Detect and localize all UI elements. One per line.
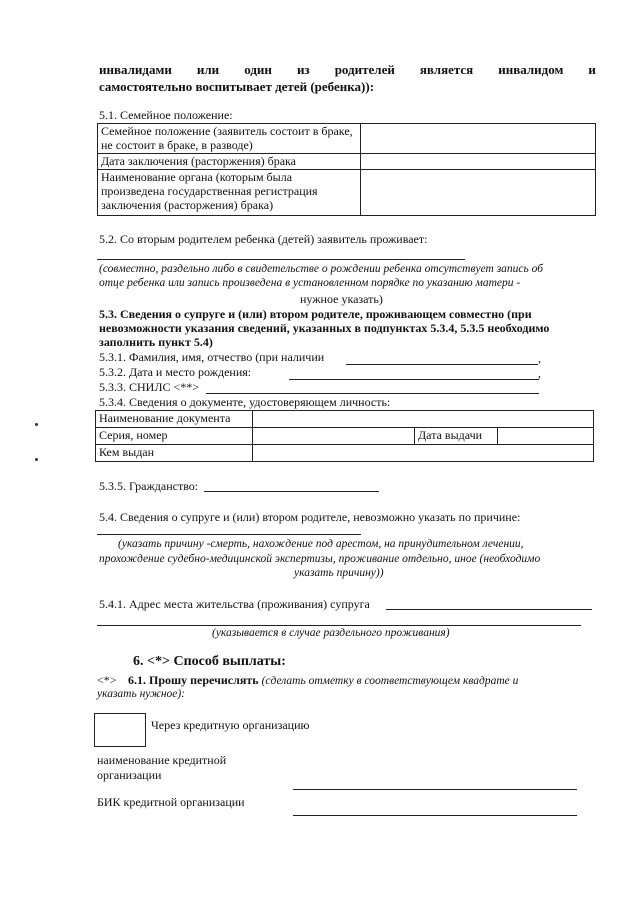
header-word: инвалидом [498, 62, 564, 77]
reason-note-2: прохождение судебно-медицинской экспертизы, проживание отдельно, иное (необходимо [99, 553, 541, 565]
residence-note-2: отце ребенка или запись произведена в установленном порядке по указанию матери - [99, 277, 521, 289]
reason-title: 5.4. Сведения о супруге и (или) втором родителе, невозможно указать по причине: [99, 510, 521, 524]
spouse-title-1: 5.3. Сведения о супруге и (или) втором родителе, проживающем совместно (при [99, 307, 532, 321]
residence-input-line[interactable] [97, 259, 465, 260]
registry-office-label: Наименование органа (которым была произведена государственная регистрация заключения (расторжения) брака) [98, 170, 361, 216]
spouse-title-3: заполнить пункт 5.4) [99, 335, 213, 349]
residence-note-1: (совместно, раздельно либо в свидетельстве о рождении ребенка отсутствует запись об [99, 263, 544, 275]
doc-name-label: Наименование документа [96, 411, 253, 428]
fio-label: 5.3.1. Фамилия, имя, отчество (при наличии [99, 350, 325, 364]
snils-input-line[interactable] [206, 393, 539, 394]
snils-label: 5.3.3. СНИЛС <**> [99, 380, 200, 394]
payment-request-bold: 6.1. Прошу перечислять [128, 673, 259, 687]
header-word: или [196, 62, 220, 77]
family-table [97, 123, 596, 216]
spouse-title-2: невозможности указания сведений, указанных в подпунктах 5.3.4, 5.3.5 необходимо [99, 321, 550, 335]
payment-request [128, 673, 518, 688]
org-name-label-1: наименование кредитной [97, 753, 227, 767]
bik-label: БИК кредитной организации [97, 795, 245, 809]
address-note: (указывается в случае раздельного проживания) [212, 627, 450, 639]
registry-office-value[interactable] [361, 170, 596, 216]
fio-input-line[interactable] [346, 364, 538, 365]
citizenship-input-line[interactable] [204, 491, 379, 492]
fio-comma: , [538, 351, 541, 365]
header-word: и [588, 62, 596, 77]
org-name-input-line[interactable] [293, 789, 577, 790]
address-label: 5.4.1. Адрес места жительства (проживания) супруга [99, 597, 370, 611]
payment-marker: <*> [97, 673, 117, 687]
reason-note-3: указать причину)) [294, 567, 384, 579]
header-word: из [296, 62, 310, 77]
identity-doc-title: 5.3.4. Сведения о документе, удостоверяющем личность: [99, 395, 391, 409]
payment-request-note-1: (сделать отметку в соответствующем квадрате и [261, 675, 519, 687]
doc-issue-date-label: Дата выдачи [415, 428, 498, 445]
header-word: родителей [334, 62, 395, 77]
residence-title: 5.2. Со вторым родителем ребенка (детей) заявитель проживает: [99, 232, 428, 246]
marriage-date-label: Дата заключения (расторжения) брака [98, 154, 361, 170]
family-title: 5.1. Семейное положение: [99, 108, 233, 122]
family-status-label: Семейное положение (заявитель состоит в браке, не состоит в браке, в разводе) [98, 124, 361, 154]
family-status-value[interactable] [361, 124, 596, 154]
header-line-2: самостоятельно воспитывает детей (ребенка)): [99, 79, 375, 94]
payment-title: 6. <*> Способ выплаты: [133, 654, 286, 669]
doc-issued-by-value[interactable] [253, 445, 594, 462]
header-word: является [419, 62, 474, 77]
address-input-line-1[interactable] [386, 609, 592, 610]
bik-input-line[interactable] [293, 815, 577, 816]
doc-issued-by-label: Кем выдан [96, 445, 253, 462]
reason-input-line[interactable] [97, 534, 361, 535]
payment-request-note-2: указать нужное): [97, 688, 186, 700]
credit-org-checkbox[interactable] [94, 713, 146, 747]
reason-note-1: (указать причину -смерть, нахождение под арестом, на принудительном лечении, [118, 538, 524, 550]
birth-input-line[interactable] [289, 379, 539, 380]
header-word: инвалидами [99, 62, 172, 77]
header-word: один [244, 62, 272, 77]
identity-doc-table [95, 410, 594, 462]
birth-label: 5.3.2. Дата и место рождения: [99, 365, 252, 379]
doc-issue-date-value[interactable] [498, 428, 594, 445]
doc-series-value[interactable] [253, 428, 415, 445]
scan-speck [35, 458, 38, 461]
birth-comma: , [538, 366, 541, 380]
doc-name-value[interactable] [253, 411, 594, 428]
marriage-date-value[interactable] [361, 154, 596, 170]
doc-series-label: Серия, номер [96, 428, 253, 445]
credit-org-option-label: Через кредитную организацию [151, 718, 310, 732]
residence-note-3: нужное указать) [300, 292, 383, 306]
scan-speck [35, 423, 38, 426]
citizenship-label: 5.3.5. Гражданство: [99, 479, 199, 493]
org-name-label-2: организации [97, 768, 162, 782]
address-input-line-2[interactable] [97, 625, 581, 626]
header-line-1 [99, 62, 596, 78]
